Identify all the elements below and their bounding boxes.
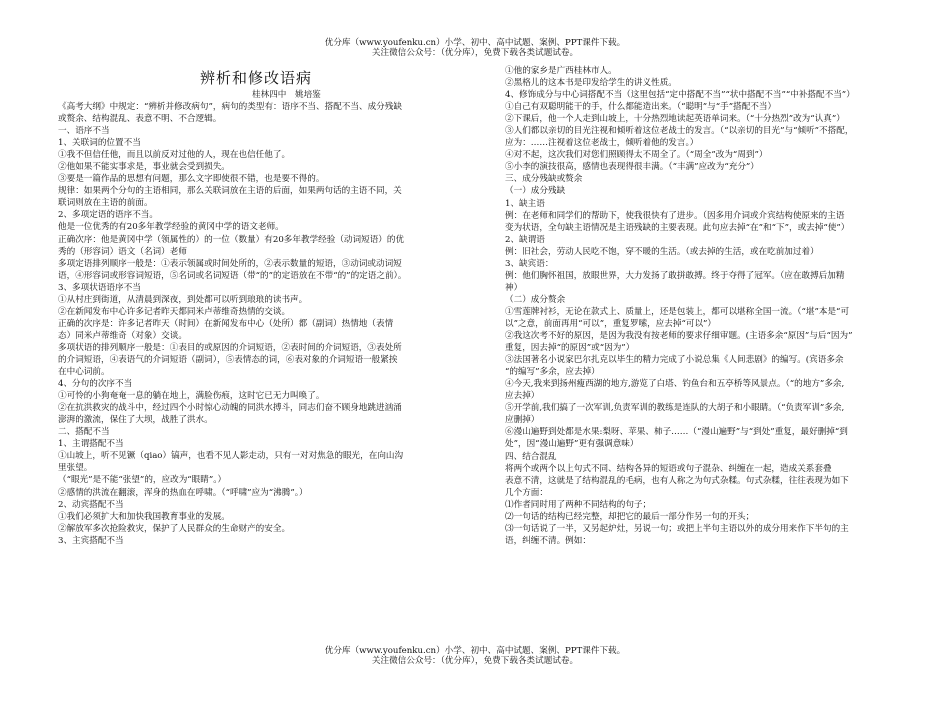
text-line: 里张望。 bbox=[58, 463, 93, 474]
text-line: “的编写”多余，应去掉） bbox=[505, 367, 600, 378]
text-line: （一）成分残缺 bbox=[505, 186, 566, 197]
text-line: 2、多项定语的语序不当。 bbox=[58, 210, 158, 221]
text-line: 二、搭配不当 bbox=[58, 427, 110, 438]
text-line: 3、多项状语语序不当 bbox=[58, 282, 141, 293]
text-line: ②下课后，他一个人走到山坡上，十分热烈地读起英语单词来。（“十分热烈”改为“认真”） bbox=[505, 114, 845, 125]
text-line: 《高考大纲》中规定：“辨析并修改病句”，病句的类型有：语序不当、搭配不当、成分残缺 bbox=[58, 102, 402, 112]
text-line: 联词则放在主语的前面。 bbox=[58, 198, 153, 209]
text-line: ②黑格儿的这本书是印发给学生的讲义性质。 bbox=[505, 78, 677, 89]
text-line: ③要是一篇作品的思想有问题，那么文字即使很不错，也是要不得的。 bbox=[58, 174, 325, 185]
text-line: 1、关联词的位置不当 bbox=[58, 138, 141, 149]
text-line: ⑥漫山遍野到处都是水果:梨呀、苹果、柿子……（“漫山遍野”与“到处”重复，最好删掉“到 bbox=[505, 427, 848, 438]
doc-title: 辨析和修改语病 bbox=[200, 69, 313, 87]
text-line: 例：在老师和同学们的帮助下，使我很快有了进步。（因多用介词或介宾结构使原来的主语 bbox=[505, 210, 845, 221]
text-line: ⑤小李的演技很高，感情也表现得很丰满。（“丰满”应改为“充分”） bbox=[505, 162, 759, 173]
page-header bbox=[0, 38, 950, 58]
text-line: ①我们必须扩大和加快我国教育事业的发展。 bbox=[58, 511, 230, 522]
text-line: 四、结合混乱 bbox=[505, 451, 557, 462]
header-line-1: 优分库（www.youfenku.cn）小学、初中、高中试题、案例、PPT课件下载。 bbox=[324, 38, 626, 48]
text-line: 应删掉） bbox=[505, 415, 540, 426]
text-line: 正确的次序是：许多记者昨天（时间）在新闻发布中心（处所）都（副词）热情地（表情 bbox=[58, 318, 394, 329]
text-line: 3、缺宾语： bbox=[505, 258, 554, 269]
text-line: ①我不但信任他，而且以前反对过他的人，现在也信任他了。 bbox=[58, 150, 291, 161]
text-line: ②在抗洪救灾的战斗中，经过四个小时惊心动魄的同洪水搏斗，同志们奋不顾身地跳进汹涌 bbox=[58, 403, 402, 414]
text-line: 表意不清，这就是了结构混乱的毛病，也有人称之为句式杂糅。句式杂糅，往往表现为如下 bbox=[505, 475, 849, 486]
text-line: 态）同米卢蒂维奇（对象）交谈。 bbox=[58, 330, 187, 341]
text-line: 神） bbox=[505, 282, 523, 293]
text-line: 在中心词前。 bbox=[58, 367, 110, 378]
text-line: 1、缺主语 bbox=[505, 198, 545, 209]
text-line: 正确次序：他是黄冈中学（领属性的）的一位（数量）有20多年教学经验（动词短语）的优 bbox=[58, 234, 405, 245]
text-line: ②我这次考不好的原因，是因为我没有按老师的要求仔细审题。(主语多余“原因”与后“因为” bbox=[505, 331, 853, 342]
footer-line-2: 关注微信公众号：（优分库），免费下载各类试题试卷。 bbox=[371, 656, 579, 666]
header-line-2: 关注微信公众号：（优分库），免费下载各类试题试卷。 bbox=[371, 48, 579, 58]
text-line: 多项状语的排列顺序一般是：①表目的或原因的介词短语，②表时间的介词短语，③表处所 bbox=[58, 342, 402, 353]
text-line: 3、主宾搭配不当 bbox=[58, 535, 124, 546]
text-line: ①山坡上，听不见镢（qiao）镐声，也看不见人影走动，只有一对对焦急的眼光，在向山沟 bbox=[58, 451, 404, 462]
text-line: ②解放军多次抢险救灾，保护了人民群众的生命财产的安全。 bbox=[58, 523, 291, 534]
page-footer bbox=[0, 646, 950, 666]
text-line: ②感情的洪流在翻滚，浑身的热血在呼啸。（“呼啸”应为“沸腾”。） bbox=[58, 487, 308, 498]
text-line: 2、缺谓语 bbox=[505, 234, 545, 245]
text-line: ⑵一句话的结构已经完整，却把它的最后一部分作另一句的开头； bbox=[505, 511, 755, 522]
text-line: ①他的家乡是广西桂林市人。 bbox=[505, 66, 617, 76]
text-line: ①可怜的小狗奄奄一息的躺在地上，满脸伤痕，这时它已无力叫唤了。 bbox=[58, 391, 325, 402]
text-line: 4、分句的次序不当 bbox=[58, 379, 133, 390]
text-line: 变为状语，全句缺主语情况是主语残缺的主要表现。此句应去掉“在”和“下”，或去掉“使”） bbox=[505, 222, 850, 233]
text-line: 重复，因去掉“的原因”或“因为”） bbox=[505, 343, 635, 354]
text-line: ⑶一句话说了一半，又另起炉灶，另说一句；或把上半句主语以外的成分用来作下半句的主 bbox=[505, 523, 849, 534]
text-line: ③人们都以亲切的目光注视和倾听着这位老战士的发言。（“以亲切的目光”与“倾听”不搭配， bbox=[505, 126, 854, 137]
text-line: 规律：如果两个分句的主语相同，那么关联词放在主语的后面，如果两句话的主语不同，关 bbox=[58, 186, 402, 197]
text-line: 几个方面： bbox=[505, 487, 548, 498]
text-line: 三、成分残缺或赘余 bbox=[505, 174, 583, 185]
text-line: 或赘余、结构混乱、表意不明、不合逻辑。 bbox=[58, 114, 222, 125]
text-line: 2、动宾搭配不当 bbox=[58, 499, 124, 510]
text-line: ③法国著名小说家巴尔扎克以毕生的精力完成了小说总集《人间悲剧》的编写。(宾语多余 bbox=[505, 355, 844, 366]
right-column bbox=[505, 65, 905, 547]
text-line: ⑤开学前,我们搞了一次军训,负责军训的教练是连队的大胡子和小眼睛。（“负责军训”多余, bbox=[505, 403, 845, 414]
text-line: 1、主谓搭配不当 bbox=[58, 439, 124, 450]
text-line: 秀的（形容词）语文（名词）老师 bbox=[58, 246, 187, 257]
text-line: 处”，因“漫山遍野”更有强调意味） bbox=[505, 439, 639, 450]
text-line: 例：旧社会，劳动人民吃不饱，穿不暖的生活。（或去掉的生活，或在吃前加过着） bbox=[505, 246, 819, 257]
left-column bbox=[58, 101, 458, 547]
text-line: ⑴作者同时用了两种不同结构的句子； bbox=[505, 499, 652, 510]
text-line: ④今天,我来到扬州瘦西湖的地方,游览了白塔、钓鱼台和五亭桥等风景点。（“的地方”多余, bbox=[505, 379, 845, 390]
text-line: ①雪莲牌衬衫，无论在款式上、质量上，还是包装上，都可以堪称全国一流。（“堪”本是“可 bbox=[505, 306, 850, 317]
text-line: （“眼光”是不能“张望”的，应改为“眼睛”。） bbox=[58, 475, 227, 486]
doc-author: 桂林四中 姚培鉴 bbox=[252, 90, 321, 100]
text-line: ②他如果不能实事求是，事业就会受到损失。 bbox=[58, 162, 230, 173]
text-line: ①自己有双聪明能干的手，什么都能造出来。（“聪明”与“手”搭配不当） bbox=[505, 102, 777, 113]
text-line: 的介词短语，④表语气的介词短语（副词），⑤表情态的词，⑥表对象的介词短语一般紧挨 bbox=[58, 354, 398, 365]
text-line: 语，纠缠不清。例如： bbox=[505, 535, 591, 546]
text-line: 例：他们胸怀祖国，放眼世界，大力发扬了敢拼敢搏。终于夺得了冠军。（应在敢搏后加精 bbox=[505, 270, 845, 281]
text-line: 将两个或两个以上句式不同、结构各异的短语或句子混杂、纠缠在一起，造成关系套叠 bbox=[505, 463, 832, 474]
text-line: 一、语序不当 bbox=[58, 126, 110, 137]
text-line: 以”之意，前面再用“可以”，重复罗嗦，应去掉“可以”） bbox=[505, 318, 717, 329]
text-line: ④对不起，这次我们对您们照顾得太不周全了。（“周全”改为“周到”） bbox=[505, 150, 768, 161]
text-line: 语，④形容词或形容词短语，⑤名词或名词短语（带“的”的定语放在不带“的”的定语之前）。 bbox=[58, 270, 407, 281]
text-line: 4、修饰成分与中心词搭配不当（这里包括“定中搭配不当”“状中搭配不当”“中补搭配不当”） bbox=[505, 90, 855, 101]
text-line: ①从村庄到街道，从清晨到深夜，到处都可以听到琅琅的读书声。 bbox=[58, 294, 308, 305]
text-line: 澎湃的激流，保住了大坝，战胜了洪水。 bbox=[58, 415, 213, 426]
text-line: ②在新闻发布中心许多记者昨天都同米卢蒂维奇热情的交谈。 bbox=[58, 306, 291, 317]
text-line: （二）成分赘余 bbox=[505, 294, 566, 305]
text-line: 应去掉） bbox=[505, 391, 540, 402]
text-line: 他是一位优秀的有20多年教学经验的黄冈中学的语文老师。 bbox=[58, 222, 284, 233]
text-line: 多项定语排列顺序一般是：①表示领属或时间处所的，②表示数量的短语，③动词或动词短 bbox=[58, 258, 402, 269]
text-line: 应为：……注视着这位老战士，倾听着他的发言。） bbox=[505, 138, 699, 149]
footer-line-1: 优分库（www.youfenku.cn）小学、初中、高中试题、案例、PPT课件下载。 bbox=[324, 646, 626, 656]
